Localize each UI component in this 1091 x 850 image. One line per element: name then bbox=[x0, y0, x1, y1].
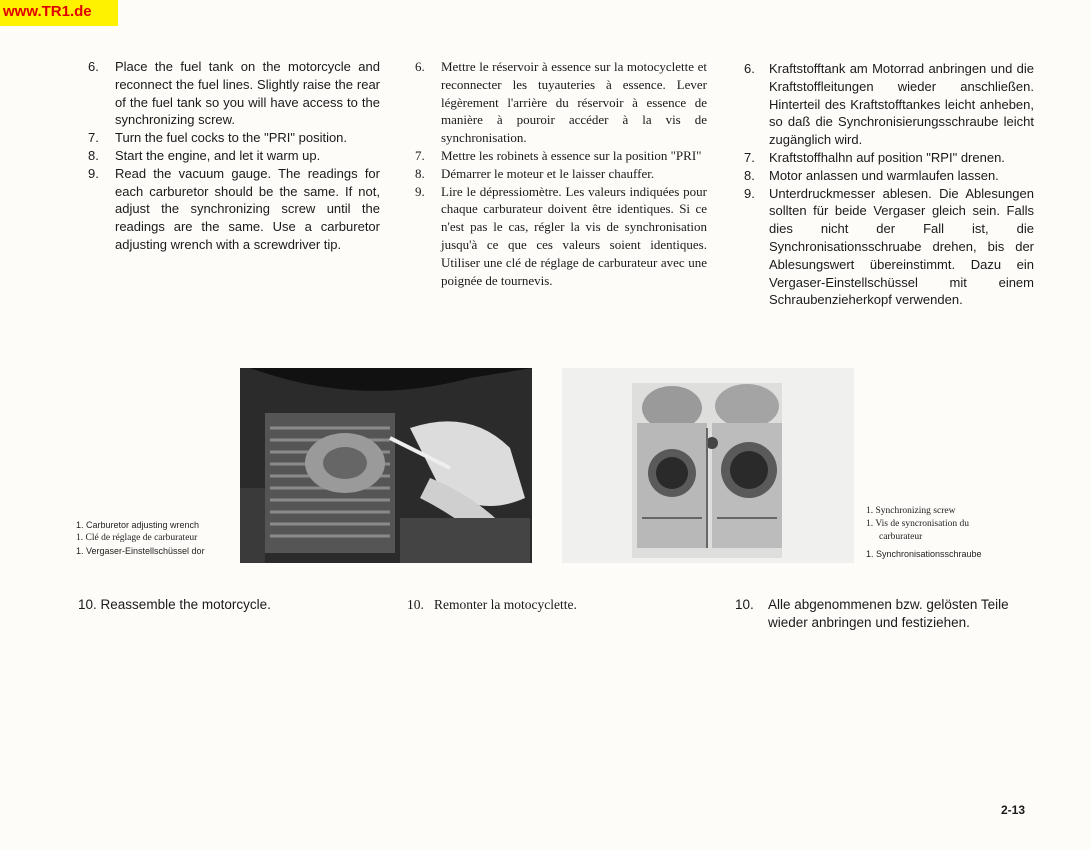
fr-step-8: 8. Démarrer le moteur et le laisser chauffer. bbox=[415, 165, 655, 181]
fr-step-6: 6. Mettre le réservoir à essence sur la motocyclette et reconnecter les tuyauteries à essence. Lever légèrement l'arrière du réservoir à essence de manière à pouroir accéder à la vis de synchronisation. bbox=[415, 59, 707, 146]
carburetor-photo bbox=[562, 368, 854, 563]
fr-step-9: 9. Lire le dépressiomètre. Les valeurs indiquées pour chaque carburateur doivent être identiques. Si ce n'est pas le cas, régler la vis de synchronisation jusqu'à ce que ces valeurs soient identiques. Utiliser une clé de réglage de carburateur avec une poignée de tournevis. bbox=[415, 183, 707, 288]
english-column bbox=[88, 58, 380, 254]
en-step-8: 8. Start the engine, and let it warm up. bbox=[88, 147, 321, 163]
en-step-10: 10. Reassemble the motorcycle. bbox=[78, 597, 271, 612]
de-step-8: 8. Motor anlassen und warmlaufen lassen. bbox=[744, 167, 999, 183]
engine-wrench-photo bbox=[240, 368, 532, 563]
watermark-text: www.TR1.de bbox=[3, 3, 92, 20]
german-column bbox=[744, 60, 1034, 309]
en-step-6: 6. Place the fuel tank on the motorcycle and reconnect the fuel lines. Slightly raise the rear of the fuel tank so you will have access to the synchronizing screw. bbox=[88, 59, 380, 128]
watermark bbox=[0, 0, 118, 26]
de-step-7: 7. Kraftstoffhalhn auf position "RPI" drenen. bbox=[744, 149, 1005, 165]
de-step-9: 9. Unterdruckmesser ablesen. Die Ablesungen sollten für beide Vergaser gleich sein. Falls dies nicht der Fall ist, die Synchronisationsschruabe drehen, bis der Ablesungswert übereinstimmt. Dazu ein Vergaser-Einstellschüssel mit einem Schraubenzieherkopf verwenden. bbox=[744, 185, 1034, 308]
de-step-6: 6. Kraftstofftank am Motorrad anbringen und die Kraftstoffleitungen wieder anschließen. Hinterteil des Kraftstofftankes leicht anheben, so daß die Synchronisierungsschraube leicht zugänglich wird. bbox=[744, 61, 1034, 148]
en-step-9: 9. Read the vacuum gauge. The readings for each carburetor should be the same. If not, adjust the synchronizing screw until the readings are the same. Use a carburetor adjusting wrench with a screwdriver tip. bbox=[88, 165, 380, 252]
page-number: 2-13 bbox=[1001, 803, 1026, 817]
en-step-7: 7. Turn the fuel cocks to the "PRI" position. bbox=[88, 130, 348, 146]
french-column bbox=[415, 58, 707, 289]
left-figure-captions: 1. Carburetor adjusting wrench 1. Clé de réglage de carburateur 1. Vergaser-Einstellschüssel dor bbox=[76, 520, 205, 556]
fr-step-7: 7. Mettre les robinets à essence sur la position "PRI" bbox=[415, 147, 702, 163]
right-figure-captions: 1. Synchronizing screw 1. Vis de syncronisation du carburateur 1. Synchronisationsschraube bbox=[866, 506, 982, 559]
fr-step-10: 10. Remonter la motocyclette. bbox=[407, 597, 577, 612]
de-step-10: 10. Alle abgenommenen bzw. gelösten Teile wieder anbringen und festiziehen. bbox=[735, 597, 1009, 630]
